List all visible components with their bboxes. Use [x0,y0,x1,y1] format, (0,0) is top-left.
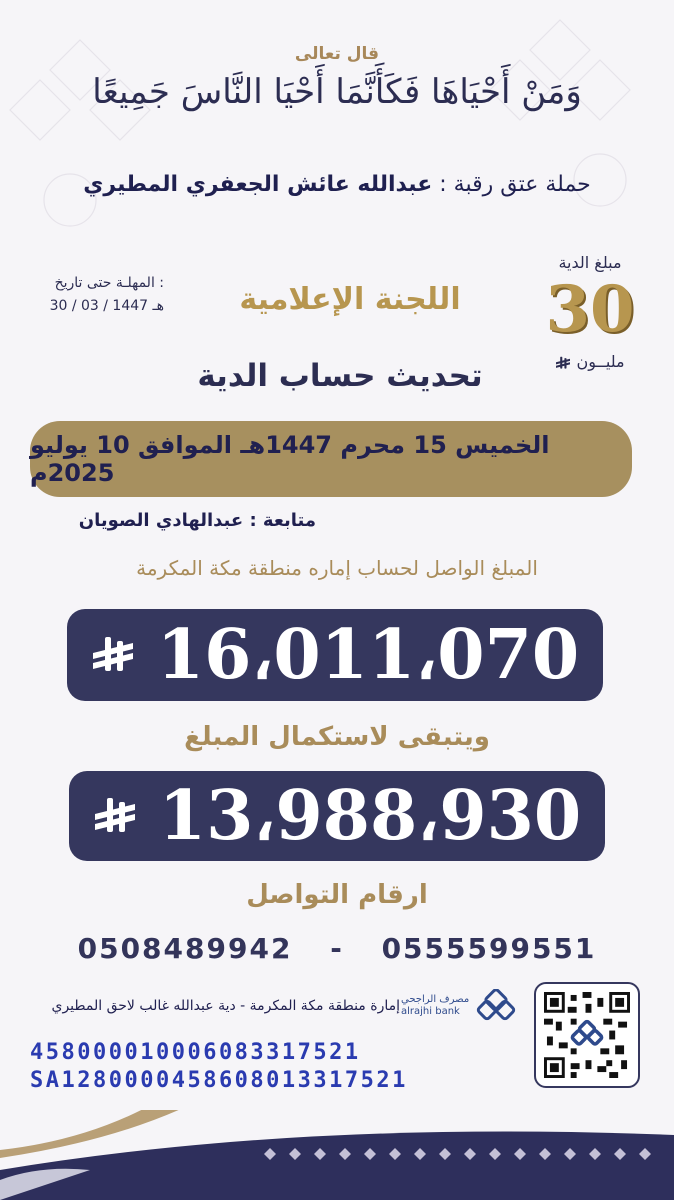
remaining-amount-value: 13،988،930 [158,776,582,856]
riyal-icon [93,791,137,841]
update-title: تحديث حساب الدية [197,358,483,394]
riyal-icon [555,356,571,370]
contact-phones [0,932,674,965]
remaining-amount-box [69,771,605,861]
bank-account-name: إمارة منطقة مكة المكرمة - دية عبدالله غالب لاحق المطيري [51,998,400,1014]
campaign-prefix: حملة عتق رقبة : [439,172,591,197]
phone-number-2[interactable]: 0555599551 [381,932,597,965]
riyal-icon [91,630,135,680]
date-banner [30,421,632,497]
bank-iban[interactable]: SA1280000458608013317521 [30,1068,408,1093]
campaign-title [0,172,674,197]
phone-separator: - [330,932,344,965]
diya-amount-figure: 30 [545,272,635,347]
qr-code-icon [544,992,630,1078]
diya-amount-label: مبلغ الدية [558,253,622,272]
campaign-person-name: عبدالله عائش الجعفري المطيري [83,172,433,197]
diya-unit-label: مليــون [576,352,625,371]
remaining-amount-label: ويتبقى لاستكمال المبلغ [184,722,490,752]
committee-name: اللجنة الإعلامية [239,282,461,317]
diya-unit [530,352,650,371]
quote-intro: قال تعالى [294,44,380,64]
bank-emblem-icon [475,989,517,1023]
qr-code[interactable] [534,982,640,1088]
arrived-amount-box [67,609,603,701]
bank-account-number[interactable]: 458000010006083317521 [30,1040,361,1065]
follow-up-credit: متابعة : عبدالهادي الصويان [78,510,316,531]
quran-verse-calligraphy: وَمَنْ أَحْيَاهَا فَكَأَنَّمَا أَحْيَا النَّاسَ جَمِيعًا [92,72,582,112]
deadline-label: المهلـة حتى تاريخ : [54,275,164,291]
contact-numbers-label: ارقام التواصل [246,880,428,910]
bank-name-english: alrajhi bank [401,1006,460,1017]
arrived-amount-value: 16،011،070 [156,615,580,695]
footer-decoration [0,1110,674,1200]
bank-name-arabic: مصرف الراجحي [401,994,470,1005]
phone-number-1[interactable]: 0508489942 [77,932,293,965]
date-text: الخميس 15 محرم 1447هـ الموافق 10 يوليو 2025م [30,431,550,487]
arrived-amount-label: المبلغ الواصل لحساب إماره منطقة مكة المكرمة [136,556,538,580]
alrajhi-bank-logo [401,986,524,1026]
bank-name [401,994,469,1018]
deadline-date: 30 / 03 / 1447 هـ [49,298,164,314]
